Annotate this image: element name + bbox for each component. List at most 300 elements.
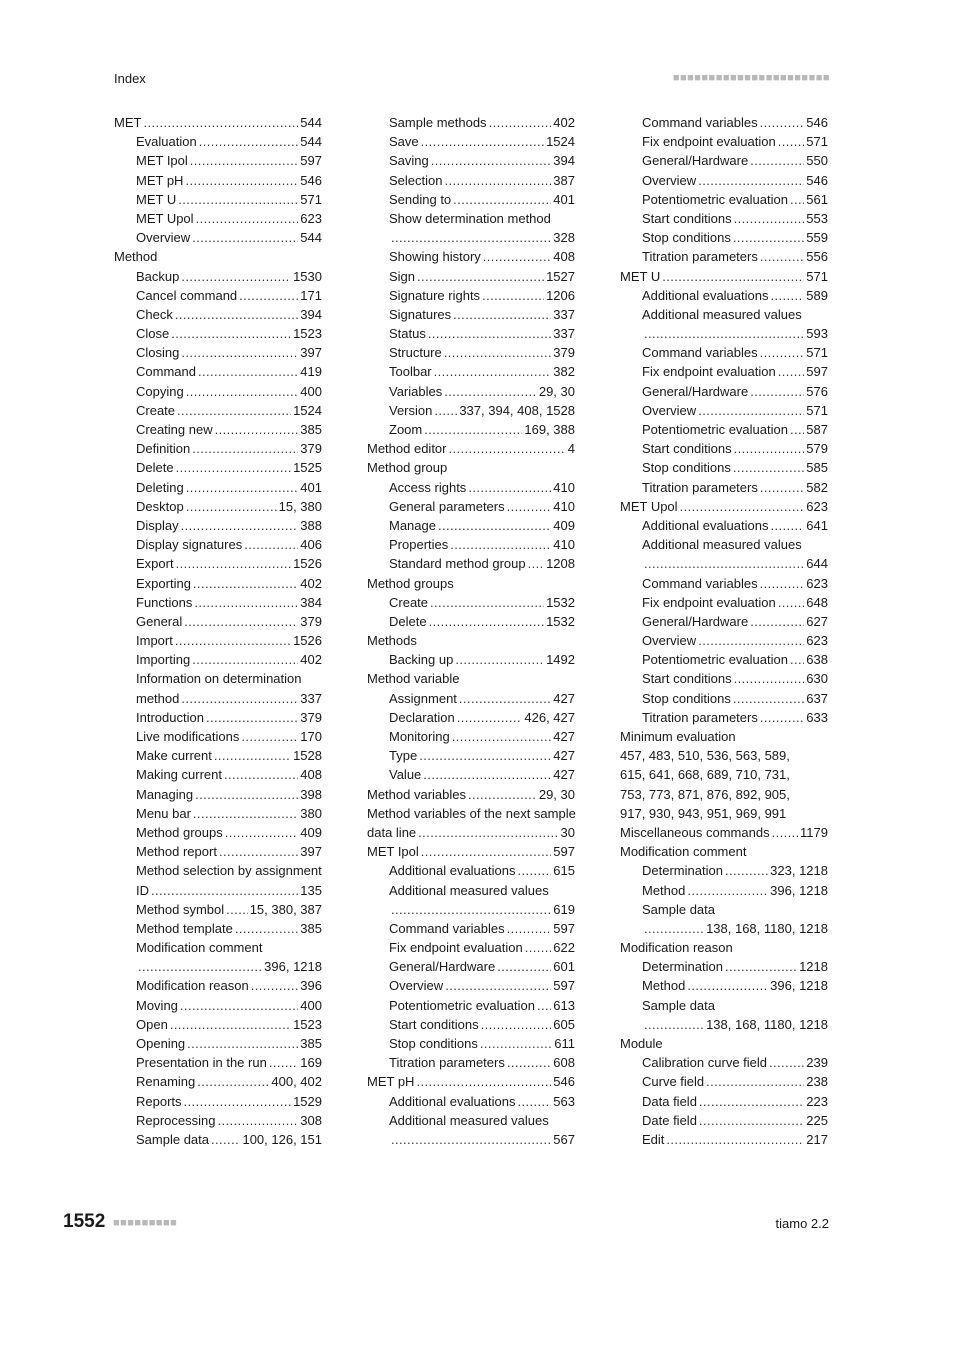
entry-term: Sample data	[642, 901, 715, 917]
entry-term: Method	[114, 249, 158, 265]
index-entry	[620, 1130, 828, 1149]
entry-term: Titration parameters	[642, 249, 758, 265]
entry-term: Display signatures	[136, 537, 243, 553]
entry-term: Save	[389, 134, 419, 150]
index-entry	[367, 765, 575, 784]
index-entry	[367, 842, 575, 861]
entry-term: Access rights	[389, 479, 467, 495]
leader-dots	[760, 708, 804, 727]
index-entry	[367, 996, 575, 1015]
entry-pages: 556	[806, 249, 828, 265]
entry-term: Create	[136, 402, 176, 418]
leader-dots	[760, 574, 805, 593]
entry-pages: 597	[553, 978, 575, 994]
entry-term: MET	[114, 115, 142, 130]
index-entry	[114, 996, 322, 1015]
leader-dots	[778, 132, 805, 151]
leader-dots	[431, 151, 552, 170]
entry-term: Structure	[389, 345, 442, 361]
index-entry	[367, 574, 575, 593]
index-entry	[114, 881, 322, 900]
entry-pages: 379	[553, 345, 575, 361]
entry-pages: 561	[806, 191, 828, 207]
entry-term: Check	[136, 306, 173, 322]
leader-dots	[483, 247, 552, 266]
entry-term: Determination	[642, 959, 723, 975]
index-entry	[367, 478, 575, 497]
index-entry	[114, 382, 322, 401]
entry-term: Overview	[389, 978, 444, 994]
leader-dots	[421, 842, 552, 861]
leader-dots	[644, 554, 804, 573]
index-entry	[620, 765, 828, 784]
entry-term: Declaration	[389, 709, 455, 725]
index-entry	[620, 938, 828, 957]
entry-pages: 323, 1218	[770, 863, 828, 879]
entry-pages: 623	[806, 633, 828, 649]
entry-pages: 550	[806, 153, 828, 169]
entry-term: Method symbol	[136, 901, 225, 917]
entry-term: Making current	[136, 767, 222, 783]
index-entry	[367, 1072, 575, 1091]
index-entry	[367, 612, 575, 631]
index-entry	[367, 785, 575, 804]
index-entry	[114, 631, 322, 650]
entry-pages: 419	[300, 364, 322, 380]
index-entry	[367, 228, 575, 247]
entry-pages: 169, 388	[524, 422, 575, 437]
index-entry	[620, 785, 828, 804]
entry-pages: 648	[806, 594, 828, 610]
leader-dots	[251, 976, 299, 995]
entry-term: Definition	[136, 441, 191, 457]
entry-pages: 400, 402	[271, 1074, 322, 1090]
entry-term: 753, 773, 871, 876, 892, 905,	[620, 786, 790, 802]
index-entry	[114, 919, 322, 938]
leader-dots	[517, 861, 551, 880]
product-name: tiamo 2.2	[775, 1216, 829, 1231]
entry-pages: 571	[300, 191, 322, 207]
index-entry	[620, 881, 828, 900]
entry-term: Methods	[367, 633, 417, 649]
entry-pages: 15, 380	[278, 498, 322, 514]
index-entry	[367, 881, 575, 900]
index-entry	[620, 247, 828, 266]
leader-dots	[186, 497, 277, 516]
entry-term: Modification reason	[620, 940, 733, 956]
leader-dots	[778, 362, 805, 381]
entry-pages: 615	[553, 863, 575, 879]
entry-term: Method group	[367, 460, 448, 476]
entry-pages: 396	[300, 978, 322, 994]
leader-dots	[235, 919, 298, 938]
entry-pages: 597	[553, 920, 575, 936]
entry-pages: 576	[806, 383, 828, 399]
leader-dots	[181, 343, 298, 362]
index-entry	[114, 1034, 322, 1053]
entry-term: Reports	[136, 1093, 182, 1109]
leader-dots	[180, 996, 298, 1015]
entry-term: Start conditions	[642, 210, 732, 226]
index-entry	[114, 113, 322, 132]
leader-dots	[438, 516, 551, 535]
entry-term: Fix endpoint evaluation	[642, 594, 776, 610]
index-entry	[620, 900, 828, 919]
entry-pages: 544	[300, 115, 322, 130]
index-entry	[367, 439, 575, 458]
leader-dots	[192, 228, 298, 247]
leader-dots	[480, 1034, 552, 1053]
entry-term: Sample methods	[389, 115, 487, 130]
index-entry	[620, 1072, 828, 1091]
entry-pages: 328	[553, 230, 575, 246]
entry-term: Version	[389, 402, 433, 418]
leader-dots	[790, 420, 804, 439]
index-column-2	[367, 113, 575, 1149]
index-entry	[367, 171, 575, 190]
leader-dots	[186, 382, 299, 401]
leader-dots	[421, 132, 544, 151]
entry-term: Command	[136, 364, 196, 380]
entry-pages: 546	[553, 1074, 575, 1090]
leader-dots	[269, 1053, 298, 1072]
entry-term: Method report	[136, 844, 217, 860]
leader-dots	[517, 1092, 551, 1111]
entry-term: Opening	[136, 1036, 186, 1051]
index-entry	[620, 382, 828, 401]
leader-dots	[449, 439, 566, 458]
index-entry	[114, 804, 322, 823]
entry-term: Modification comment	[136, 940, 263, 956]
index-entry	[620, 305, 828, 324]
entry-term: Export	[136, 556, 174, 572]
leader-dots	[226, 900, 248, 919]
index-entry	[114, 574, 322, 593]
index-entry	[620, 228, 828, 247]
leader-dots	[428, 324, 551, 343]
entry-pages: 544	[300, 134, 322, 150]
entry-term: Stop conditions	[642, 690, 731, 706]
index-entry	[367, 919, 575, 938]
index-entry	[367, 957, 575, 976]
leader-dots	[170, 1015, 291, 1034]
entry-pages: 1526	[293, 633, 322, 649]
entry-pages: 637	[806, 690, 828, 706]
entry-term: Delete	[389, 613, 427, 629]
leader-dots	[194, 593, 298, 612]
entry-term: Miscellaneous commands	[620, 824, 770, 840]
index-entry	[620, 343, 828, 362]
index-entry	[367, 343, 575, 362]
index-entry	[114, 286, 322, 305]
entry-pages: 385	[300, 1036, 322, 1051]
entry-pages: 410	[553, 537, 575, 553]
leader-dots	[181, 267, 291, 286]
index-entry	[367, 631, 575, 650]
entry-term: Creating new	[136, 422, 213, 437]
leader-dots	[760, 343, 805, 362]
entry-term: Toolbar	[389, 364, 432, 380]
entry-pages: 29, 30	[538, 383, 575, 399]
entry-term: Standard method group	[389, 556, 526, 572]
entry-term: Sample data	[136, 1131, 209, 1147]
entry-pages: 171	[300, 287, 322, 303]
index-entry	[114, 938, 322, 957]
leader-dots	[225, 823, 299, 842]
index-entry	[367, 823, 575, 842]
index-entry	[114, 554, 322, 573]
entry-term: Edit	[642, 1131, 665, 1147]
entry-term: Introduction	[136, 709, 204, 725]
entry-term: Evaluation	[136, 134, 197, 150]
entry-pages: 613	[553, 997, 575, 1013]
entry-pages: 1532	[546, 613, 575, 629]
entry-term: Variables	[389, 383, 443, 399]
index-entry	[620, 823, 828, 842]
entry-pages: 402	[553, 115, 575, 130]
running-header-title: Index	[114, 71, 146, 86]
entry-term: Make current	[136, 748, 212, 764]
entry-term: Selection	[389, 172, 443, 188]
index-entry	[367, 362, 575, 381]
index-entry	[367, 209, 575, 228]
entry-pages: 1524	[293, 402, 322, 418]
index-entry	[620, 401, 828, 420]
leader-dots	[706, 1072, 804, 1091]
leader-dots	[644, 1015, 704, 1034]
entry-term: Additional evaluations	[389, 863, 516, 879]
leader-dots	[215, 420, 299, 439]
entry-term: Import	[136, 633, 173, 649]
leader-dots	[391, 1130, 551, 1149]
leader-dots	[430, 593, 544, 612]
entry-pages: 396, 1218	[770, 882, 828, 898]
entry-pages: 1525	[293, 460, 322, 476]
leader-dots	[214, 746, 291, 765]
leader-dots	[193, 574, 298, 593]
index-entry	[620, 708, 828, 727]
leader-dots	[459, 689, 551, 708]
leader-dots	[424, 420, 522, 439]
index-entry	[114, 1130, 322, 1149]
entry-pages: 406	[300, 537, 322, 553]
entry-term: General/Hardware	[389, 959, 496, 975]
entry-term: Desktop	[136, 498, 184, 514]
leader-dots	[687, 976, 768, 995]
leader-dots	[192, 650, 298, 669]
leader-dots	[175, 305, 298, 324]
leader-dots	[192, 439, 298, 458]
entry-pages: 623	[806, 575, 828, 591]
index-entry	[620, 458, 828, 477]
entry-pages: 589	[806, 287, 828, 303]
leader-dots	[778, 593, 805, 612]
leader-dots	[770, 286, 804, 305]
leader-dots	[185, 171, 298, 190]
leader-dots	[537, 996, 551, 1015]
index-entry	[620, 1111, 828, 1130]
leader-dots	[489, 113, 552, 132]
entry-pages: 427	[553, 690, 575, 706]
index-entry	[620, 957, 828, 976]
leader-dots	[244, 535, 298, 554]
index-entry	[367, 708, 575, 727]
entry-term: Data field	[642, 1093, 697, 1109]
leader-dots	[190, 151, 299, 170]
entry-term: Command variables	[642, 115, 758, 130]
index-entry	[620, 976, 828, 995]
entry-pages: 397	[300, 844, 322, 860]
entry-term: Managing	[136, 786, 194, 802]
index-entry	[114, 708, 322, 727]
entry-term: Status	[389, 326, 426, 342]
leader-dots	[391, 228, 551, 247]
entry-term: Command variables	[642, 345, 758, 361]
index-entry	[367, 382, 575, 401]
entry-term: Method template	[136, 920, 233, 936]
entry-term: Potentiometric evaluation	[642, 422, 788, 437]
entry-pages: 571	[806, 268, 828, 284]
leader-dots	[416, 1072, 551, 1091]
index-entry	[620, 267, 828, 286]
leader-dots	[698, 401, 804, 420]
entry-term: Method variables	[367, 786, 466, 802]
entry-pages: 1527	[546, 268, 575, 284]
entry-pages: 1218	[799, 959, 828, 975]
leader-dots	[453, 190, 551, 209]
index-entry	[367, 535, 575, 554]
entry-term: MET U	[136, 191, 177, 207]
entry-pages: 4	[567, 441, 575, 457]
entry-term: Reprocessing	[136, 1112, 216, 1128]
entry-term: Open	[136, 1016, 168, 1032]
entry-pages: 29, 30	[538, 786, 575, 802]
entry-term: 457, 483, 510, 536, 563, 589,	[620, 748, 790, 764]
entry-term: Stop conditions	[389, 1036, 478, 1051]
index-entry	[620, 1053, 828, 1072]
leader-dots	[734, 439, 805, 458]
entry-term: Overview	[642, 402, 697, 418]
index-entry	[114, 1092, 322, 1111]
entry-pages: 408	[300, 767, 322, 783]
footer-decoration: ■■■■■■■■■	[113, 1217, 178, 1229]
entry-term: Signatures	[389, 306, 452, 322]
entry-pages: 379	[300, 709, 322, 725]
entry-term: Method variables of the next sample	[367, 805, 576, 821]
leader-dots	[444, 171, 551, 190]
leader-dots	[699, 1111, 804, 1130]
entry-pages: 1529	[293, 1093, 322, 1109]
entry-term: Determination	[642, 863, 723, 879]
leader-dots	[666, 1130, 804, 1149]
entry-pages: 385	[300, 920, 322, 936]
index-entry	[114, 209, 322, 228]
entry-term: Saving	[389, 153, 429, 169]
entry-pages: 337	[553, 306, 575, 322]
entry-pages: 611	[554, 1036, 575, 1051]
entry-term: Stop conditions	[642, 460, 731, 476]
index-entry	[620, 861, 828, 880]
index-entry	[114, 612, 322, 631]
entry-term: Method groups	[367, 575, 454, 591]
entry-term: Sending to	[389, 191, 452, 207]
leader-dots	[725, 861, 768, 880]
entry-pages: 380	[300, 805, 322, 821]
entry-pages: 546	[806, 115, 828, 130]
index-entry	[114, 516, 322, 535]
entry-term: Method groups	[136, 824, 223, 840]
index-entry	[620, 689, 828, 708]
index-entry	[620, 593, 828, 612]
entry-term: Curve field	[642, 1074, 705, 1090]
leader-dots	[241, 727, 298, 746]
index-entry	[620, 919, 828, 938]
index-entry	[620, 669, 828, 688]
leader-dots	[769, 1053, 804, 1072]
index-entry	[367, 1111, 575, 1130]
index-entry	[620, 151, 828, 170]
leader-dots	[171, 324, 291, 343]
entry-term: Stop conditions	[642, 230, 731, 246]
index-entry	[367, 727, 575, 746]
entry-pages: 559	[806, 230, 828, 246]
entry-pages: 553	[806, 210, 828, 226]
index-entry	[367, 247, 575, 266]
index-entry	[114, 305, 322, 324]
index-entry	[367, 976, 575, 995]
entry-pages: 426, 427	[524, 709, 575, 725]
entry-pages: 623	[806, 498, 828, 514]
leader-dots	[733, 689, 804, 708]
leader-dots	[151, 881, 298, 900]
entry-pages: 1206	[546, 287, 575, 303]
entry-term: Overview	[136, 230, 191, 246]
leader-dots	[725, 957, 797, 976]
entry-pages: 563	[553, 1093, 575, 1109]
entry-pages: 546	[806, 172, 828, 188]
entry-term: method	[136, 690, 180, 706]
index-entry	[114, 324, 322, 343]
leader-dots	[482, 286, 544, 305]
entry-term: data line	[367, 824, 417, 840]
index-entry	[114, 1015, 322, 1034]
index-entry	[620, 209, 828, 228]
leader-dots	[199, 132, 299, 151]
entry-term: Modification comment	[620, 844, 747, 860]
index-entry	[114, 593, 322, 612]
entry-pages: 571	[806, 402, 828, 418]
index-column-1	[114, 113, 322, 1149]
leader-dots	[750, 151, 804, 170]
index-entry	[114, 343, 322, 362]
index-entry	[114, 1053, 322, 1072]
index-entry	[367, 516, 575, 535]
leader-dots	[453, 305, 551, 324]
entry-pages: 644	[806, 556, 828, 572]
index-entry	[620, 535, 828, 554]
index-entry	[114, 746, 322, 765]
entry-term: Close	[136, 326, 170, 342]
entry-term: Command variables	[642, 575, 758, 591]
entry-term: Presentation in the run	[136, 1055, 267, 1071]
leader-dots	[760, 247, 804, 266]
index-entry	[620, 727, 828, 746]
entry-term: Value	[389, 767, 422, 783]
entry-pages: 597	[806, 364, 828, 380]
index-entry	[367, 593, 575, 612]
index-entry	[367, 900, 575, 919]
entry-term: General/Hardware	[642, 613, 749, 629]
